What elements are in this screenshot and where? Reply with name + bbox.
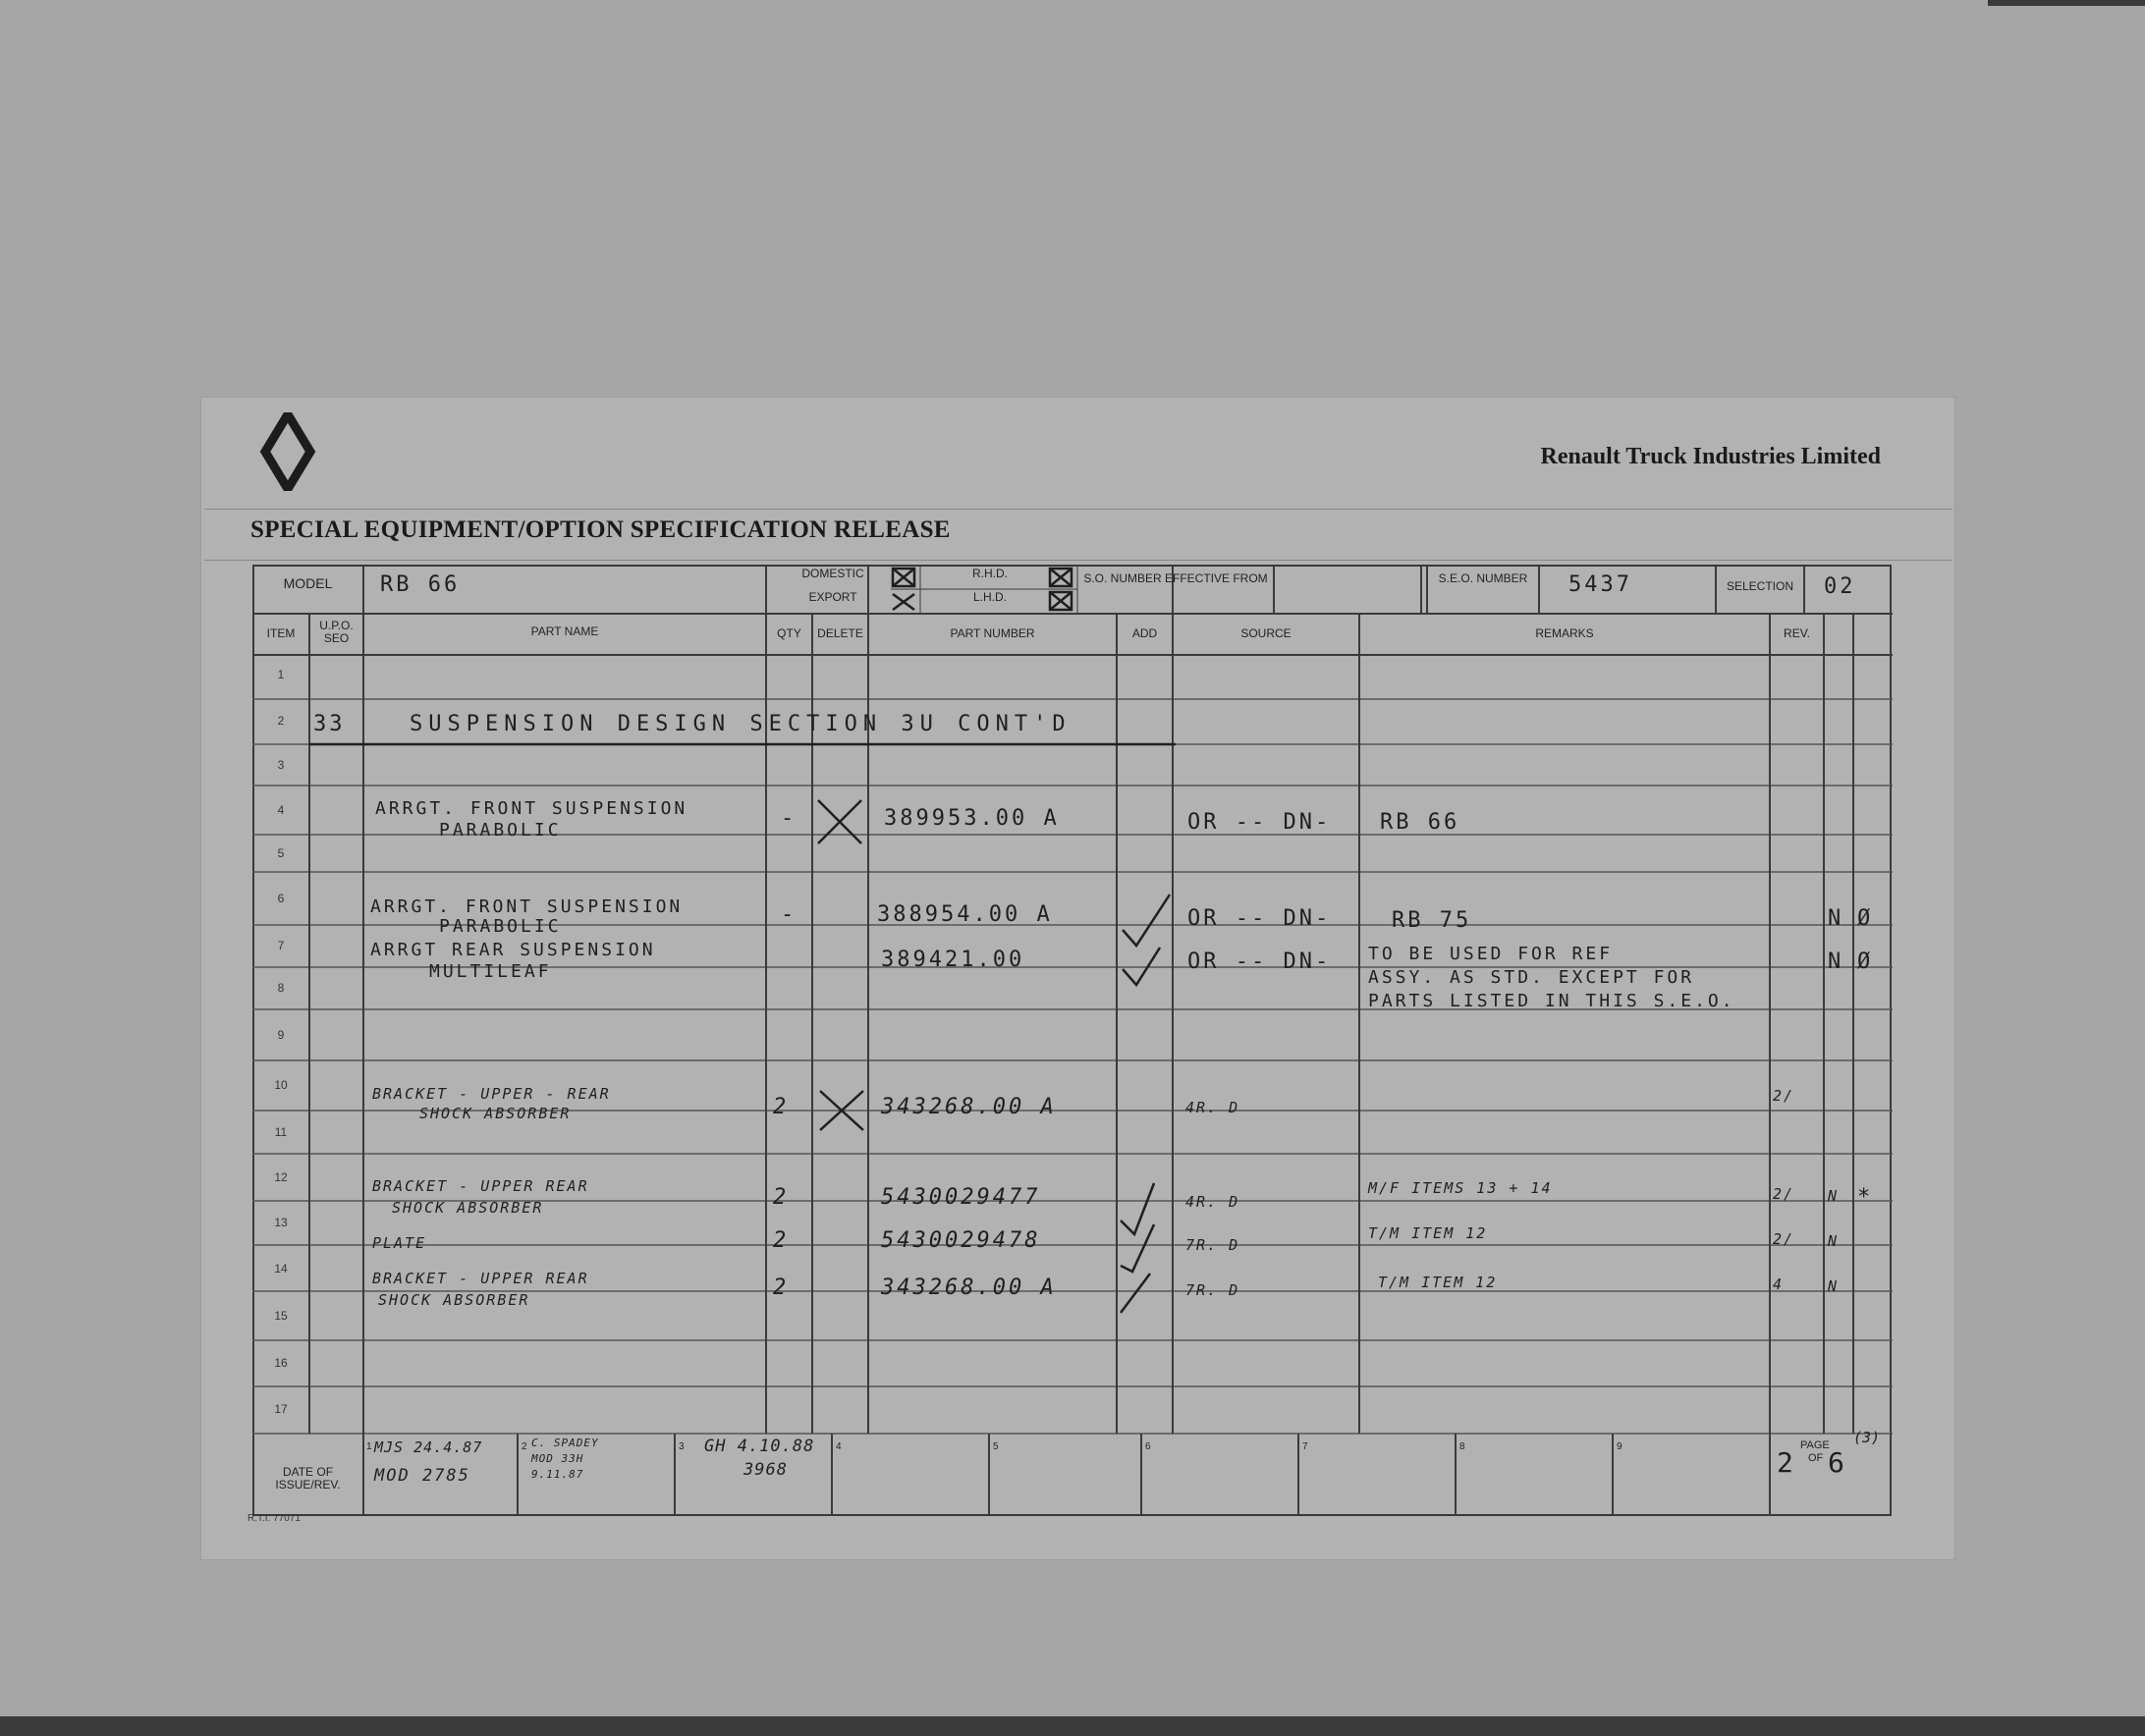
qty: 2 (773, 1185, 790, 1210)
row-number: 1 (277, 668, 285, 681)
page-label: PAGE (1800, 1439, 1830, 1451)
rhd-label: R.H.D. (972, 567, 1008, 580)
row-number: 3 (277, 758, 285, 772)
rev2-entry: MOD 33H (531, 1452, 584, 1465)
part-name: BRACKET - UPPER - REAR (372, 1085, 611, 1103)
specification-form (252, 565, 1893, 1517)
col-t-value: * (1857, 1185, 1871, 1210)
rev1-entry: MOD 2785 (374, 1466, 470, 1486)
so-number-label: S.O. NUMBER EFFECTIVE FROM (1083, 571, 1268, 585)
remarks: PARTS LISTED IN THIS S.E.O. (1368, 991, 1735, 1011)
col-s-value: N (1828, 1232, 1838, 1250)
part-number: 388954.00 A (877, 902, 1053, 927)
source: 4R. D (1185, 1193, 1240, 1211)
col-s-value: N (1828, 906, 1842, 931)
row-number: 15 (274, 1309, 288, 1323)
margin-note: (3) (1853, 1429, 1881, 1446)
col-s-value: N (1828, 1277, 1838, 1295)
rev-number: 6 (1145, 1441, 1151, 1452)
source-column-header: SOURCE (1240, 626, 1292, 640)
row-number: 16 (274, 1356, 288, 1370)
rev-number: 8 (1459, 1441, 1465, 1452)
row-number: 10 (274, 1078, 288, 1092)
row-number: 4 (277, 803, 285, 817)
source: OR -- DN- (1187, 810, 1332, 835)
part-name: ARRGT REAR SUSPENSION (370, 940, 656, 960)
rev3-entry: GH 4.10.88 (704, 1437, 815, 1456)
part-name: PARABOLIC (439, 916, 562, 937)
part-name: MULTILEAF (429, 961, 552, 982)
part-name: SHOCK ABSORBER (419, 1105, 572, 1122)
domestic-label: DOMESTIC (801, 567, 864, 580)
col-s-value: N (1828, 1187, 1838, 1205)
remarks-column-header: REMARKS (1535, 626, 1594, 640)
rev-number: 2 (522, 1441, 527, 1452)
page-number: 2 (1777, 1446, 1796, 1479)
part-number: 5430029477 (881, 1185, 1041, 1210)
col-t-value: Ø (1857, 906, 1871, 931)
renault-logo-icon (253, 412, 322, 491)
add-column-header: ADD (1131, 626, 1158, 640)
part-number: 389953.00 A (884, 806, 1060, 831)
source: 7R. D (1185, 1236, 1240, 1254)
remarks: ASSY. AS STD. EXCEPT FOR (1368, 967, 1695, 988)
rev-number: 9 (1617, 1441, 1622, 1452)
rev-number: 3 (679, 1441, 685, 1452)
section-heading: SUSPENSION DESIGN SECTION 3U CONT'D (410, 712, 1072, 736)
qty: 2 (773, 1275, 790, 1300)
part-name: SHOCK ABSORBER (378, 1291, 530, 1309)
part-name: ARRGT. FRONT SUSPENSION (370, 896, 684, 917)
title-rule-bottom (204, 560, 1952, 561)
seo-number-value: 5437 (1568, 572, 1632, 597)
qty: - (781, 806, 798, 831)
row-number: 13 (274, 1216, 288, 1229)
rev2-entry: 9.11.87 (531, 1468, 584, 1481)
source: 7R. D (1185, 1281, 1240, 1299)
qty: 2 (773, 1228, 790, 1253)
part-name: BRACKET - UPPER REAR (372, 1177, 589, 1195)
row-number: 7 (277, 939, 285, 952)
rev2-entry: C. SPADEY (531, 1437, 599, 1449)
row-number: 9 (277, 1028, 285, 1042)
rev1-entry: MJS 24.4.87 (374, 1438, 483, 1456)
delete-column-header: DELETE (817, 626, 863, 640)
row-number: 8 (277, 981, 285, 995)
form-code: R.T.I. 77071 (248, 1513, 301, 1524)
bottom-edge (0, 1716, 2145, 1736)
col-s-value: N (1828, 949, 1842, 974)
qty: - (781, 902, 798, 927)
row-number: 6 (277, 892, 285, 905)
company-name: Renault Truck Industries Limited (1540, 444, 1881, 469)
selection-label: SELECTION (1726, 579, 1793, 593)
source: OR -- DN- (1187, 906, 1332, 931)
source: 4R. D (1185, 1099, 1240, 1116)
qty: 2 (773, 1095, 790, 1119)
col-t-value: Ø (1857, 949, 1871, 974)
rev-value: 4 (1773, 1275, 1785, 1293)
rev-number: 4 (836, 1441, 842, 1452)
rev-value: 2/ (1773, 1185, 1795, 1203)
section-upo: 33 (313, 712, 346, 736)
part-name: PLATE (372, 1234, 427, 1252)
date-of-issue-label: DATE OF ISSUE/REV. (275, 1465, 341, 1492)
page-total: 6 (1828, 1446, 1847, 1479)
source: OR -- DN- (1187, 949, 1332, 974)
remarks: T/M ITEM 12 (1378, 1274, 1498, 1291)
remarks: TO BE USED FOR REF (1368, 944, 1614, 964)
title-rule-top (204, 509, 1952, 510)
of-label: OF (1808, 1452, 1824, 1464)
rev-value: 2/ (1773, 1087, 1795, 1105)
remarks: RB 66 (1380, 810, 1460, 835)
model-value: RB 66 (380, 572, 461, 597)
rev3-entry: 3968 (743, 1460, 788, 1480)
model-label: MODEL (283, 575, 333, 591)
form-title: SPECIAL EQUIPMENT/OPTION SPECIFICATION RELEASE (250, 516, 951, 543)
remarks: M/F ITEMS 13 + 14 (1368, 1179, 1553, 1197)
row-number: 11 (274, 1125, 288, 1139)
part-name: PARABOLIC (439, 820, 562, 841)
lhd-label: L.H.D. (972, 590, 1007, 604)
part-number-column-header: PART NUMBER (950, 626, 1035, 640)
part-number: 343268.00 A (881, 1095, 1057, 1119)
rev-column-header: REV. (1784, 626, 1810, 640)
rev-value: 2/ (1773, 1230, 1795, 1248)
row-number: 5 (277, 846, 285, 860)
remarks: T/M ITEM 12 (1368, 1224, 1488, 1242)
upo-seo-column-header: U.P.O. SEO (319, 619, 354, 645)
row-number: 17 (274, 1402, 288, 1416)
part-number: 5430029478 (881, 1228, 1041, 1253)
top-edge (1988, 0, 2145, 6)
rev-number: 5 (993, 1441, 999, 1452)
row-number: 2 (277, 714, 285, 728)
part-name: SHOCK ABSORBER (392, 1199, 544, 1217)
rev-number: 1 (366, 1441, 372, 1452)
row-number: 14 (274, 1262, 288, 1275)
part-number: 343268.00 A (881, 1275, 1057, 1300)
selection-value: 02 (1824, 574, 1856, 599)
seo-number-label: S.E.O. NUMBER (1438, 571, 1528, 585)
part-number: 389421.00 (881, 948, 1025, 972)
row-number: 12 (274, 1170, 288, 1184)
export-label: EXPORT (808, 590, 857, 604)
remarks: RB 75 (1392, 908, 1472, 933)
part-name: ARRGT. FRONT SUSPENSION (375, 798, 688, 819)
item-column-header: ITEM (266, 626, 296, 640)
part-name-column-header: PART NAME (530, 624, 599, 638)
rev-number: 7 (1302, 1441, 1308, 1452)
qty-column-header: QTY (777, 626, 801, 640)
form-grid (252, 565, 1893, 1517)
part-name: BRACKET - UPPER REAR (372, 1270, 589, 1287)
